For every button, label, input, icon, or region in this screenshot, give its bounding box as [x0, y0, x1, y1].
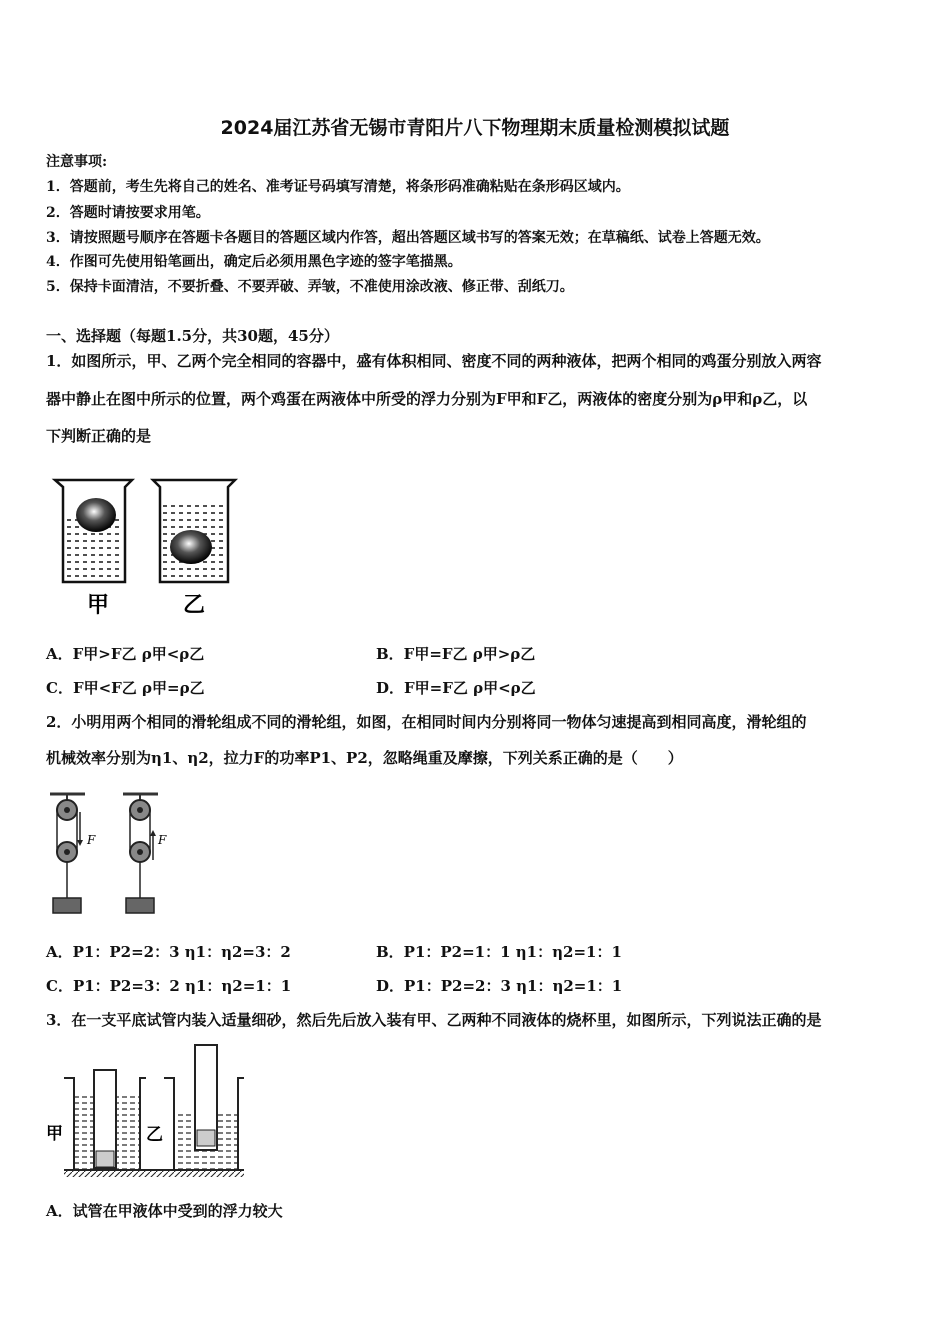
- q2-option-d[interactable]: D．P1：P2=2：3 η1：η2=1：1: [376, 977, 623, 995]
- force-label: F: [87, 833, 96, 847]
- q1-option-c[interactable]: C．F甲<F乙 ρ甲=ρ乙: [46, 679, 205, 697]
- notice-item: 2．答题时请按要求用笔。: [46, 205, 210, 221]
- notice-item: 1．答题前，考生先将自己的姓名、准考证号码填写清楚，将条形码准确粘贴在条形码区域内。: [46, 179, 630, 195]
- page-title: 2024届江苏省无锡市青阳片八下物理期末质量检测模拟试题: [220, 117, 730, 139]
- section-heading: 一、选择题（每题1.5分，共30题，45分）: [46, 327, 339, 345]
- q3-option-a[interactable]: A．试管在甲液体中受到的浮力较大: [46, 1202, 283, 1220]
- fig-label: 乙: [183, 593, 206, 618]
- notice-item: 4．作图可先使用铅笔画出，确定后必须用黑色字迹的签字笔描黑。: [46, 254, 462, 270]
- q1-option-d[interactable]: D．F甲=F乙 ρ甲<ρ乙: [376, 679, 536, 697]
- egg-icon: [170, 530, 212, 564]
- fig-label: 乙: [146, 1125, 163, 1145]
- q3-test-tube-figure: [42, 1040, 252, 1185]
- q2-text-line: 2．小明用两个相同的滑轮组成不同的滑轮组，如图，在相同时间内分别将同一物体匀速提高到相同高度，滑轮组的: [46, 713, 807, 731]
- notice-item: 3．请按照题号顺序在答题卡各题目的答题区域内作答，超出答题区域书写的答案无效；在草稿纸、试卷上答题无效。: [46, 230, 770, 246]
- q2-text-line: 机械效率分别为η1、η2，拉力F的功率P1、P2，忽略绳重及摩擦，下列关系正确的是（ ）: [46, 749, 683, 767]
- q2-option-b[interactable]: B．P1：P2=1：1 η1：η2=1：1: [376, 943, 622, 961]
- notice-item: 5．保持卡面清洁，不要折叠、不要弄破、弄皱，不准使用涂改液、修正带、刮纸刀。: [46, 279, 574, 295]
- force-label: F: [158, 833, 167, 847]
- q3-text-line: 3．在一支平底试管内装入适量细砂，然后先后放入装有甲、乙两种不同液体的烧杯里，如图所示，下列说法正确的是: [46, 1011, 822, 1029]
- q1-text-line: 1．如图所示，甲、乙两个完全相同的容器中，盛有体积相同、密度不同的两种液体，把两个相同的鸡蛋分别放入两容: [46, 352, 822, 370]
- q2-pulley-figure: [40, 790, 180, 920]
- fig-label: 甲: [87, 593, 110, 618]
- notice-heading: 注意事项:: [46, 154, 108, 170]
- q1-text-line: 器中静止在图中所示的位置，两个鸡蛋在两液体中所受的浮力分别为F甲和F乙，两液体的密度分别为ρ甲和ρ乙，以: [46, 390, 808, 408]
- q1-option-a[interactable]: A．F甲>F乙 ρ甲<ρ乙: [46, 645, 205, 663]
- egg-icon: [76, 498, 116, 532]
- q1-text-line: 下判断正确的是: [46, 427, 152, 445]
- q1-beakers-figure: [50, 475, 250, 620]
- q2-option-a[interactable]: A．P1：P2=2：3 η1：η2=3：2: [46, 943, 291, 961]
- q1-option-b[interactable]: B．F甲=F乙 ρ甲>ρ乙: [376, 645, 536, 663]
- fig-label: 甲: [46, 1124, 63, 1144]
- q2-option-c[interactable]: C．P1：P2=3：2 η1：η2=1：1: [46, 977, 292, 995]
